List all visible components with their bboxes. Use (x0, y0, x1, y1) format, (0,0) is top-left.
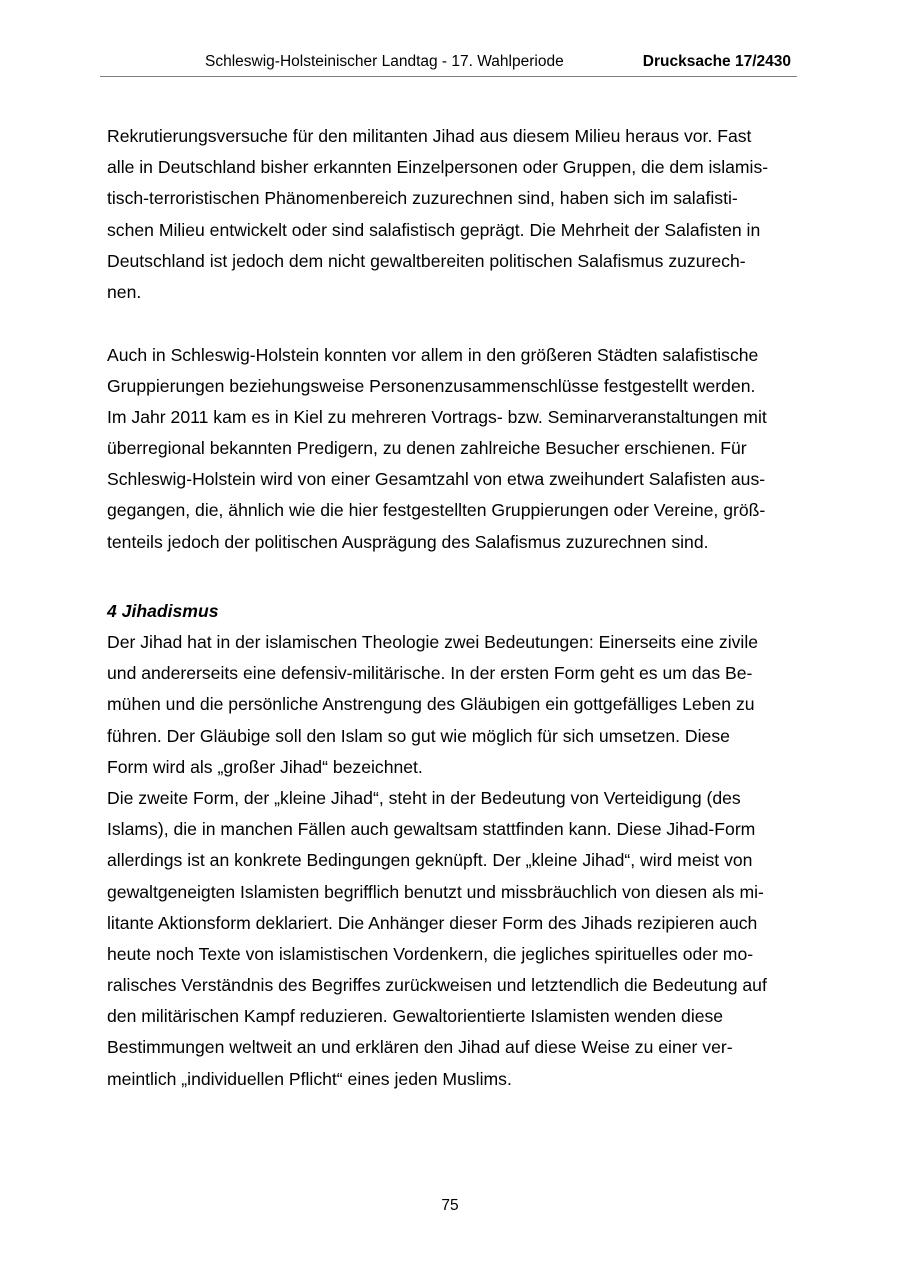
text-line: Form wird als „großer Jihad“ bezeichnet. (107, 756, 423, 777)
text-line: führen. Der Gläubige soll den Islam so gut wie möglich für sich umsetzen. Diese (107, 725, 730, 746)
text-line: Islams), die in manchen Fällen auch gewaltsam stattfinden kann. Diese Jihad-Form (107, 819, 756, 840)
text-line: Auch in Schleswig-Holstein konnten vor allem in den größeren Städten salafistische (107, 344, 759, 365)
text-line: gegangen, die, ähnlich wie die hier festgestellten Gruppierungen oder Vereine, größ- (107, 500, 766, 521)
text-line: Rekrutierungsversuche für den militanten Jihad aus diesem Milieu heraus vor. Fast (107, 126, 752, 146)
document-number: Drucksache 17/2430 (642, 53, 791, 70)
text-line: Die zweite Form, der „kleine Jihad“, steht in der Bedeutung von Verteidigung (des (107, 787, 741, 808)
text-line: und andererseits eine defensiv-militärische. In der ersten Form geht es um das Be- (107, 663, 753, 684)
header-title: Schleswig-Holsteinischer Landtag - 17. Wahlperiode (205, 53, 564, 70)
text-line: meintlich „individuellen Pflicht“ eines jeden Muslims. (107, 1068, 512, 1089)
paragraph-2 (107, 340, 797, 558)
text-line: ralisches Verständnis des Begriffes zurückweisen und letztendlich die Bedeutung auf (107, 975, 767, 996)
paragraph-spacer (107, 308, 797, 339)
page-header (100, 52, 797, 77)
text-line: Deutschland ist jedoch dem nicht gewaltbereiten politischen Salafismus zuzurech- (107, 250, 746, 271)
text-line: tisch-terroristischen Phänomenbereich zuzurechnen sind, haben sich im salafisti- (107, 188, 738, 209)
text-line: Gruppierungen beziehungsweise Personenzusammenschlüsse festgestellt werden. (107, 375, 756, 396)
text-line: Im Jahr 2011 kam es in Kiel zu mehreren Vortrags- bzw. Seminarveranstaltungen mit (107, 406, 767, 427)
document-body (107, 121, 797, 1095)
paragraph-3 (107, 627, 797, 783)
text-line: allerdings ist an konkrete Bedingungen geknüpft. Der „kleine Jihad“, wird meist von (107, 850, 753, 871)
paragraph-4 (107, 783, 797, 1095)
text-line: den militärischen Kampf reduzieren. Gewaltorientierte Islamisten wenden diese (107, 1006, 724, 1027)
text-line: nen. (107, 281, 142, 302)
page-number: 75 (441, 1197, 459, 1214)
text-line: tenteils jedoch der politischen Ausprägung des Salafismus zuzurechnen sind. (107, 531, 709, 552)
text-line: gewaltgeneigten Islamisten begrifflich benutzt und missbräuchlich von diesen als mi- (107, 881, 764, 902)
text-line: mühen und die persönliche Anstrengung des Gläubigen ein gottgefälliges Leben zu (107, 694, 755, 715)
text-line: Der Jihad hat in der islamischen Theologie zwei Bedeutungen: Einerseits eine zivile (107, 632, 759, 653)
text-line: litante Aktionsform deklariert. Die Anhänger dieser Form des Jihads rezipieren auch (107, 912, 758, 933)
text-line: überregional bekannten Predigern, zu denen zahlreiche Besucher erschienen. Für (107, 438, 747, 459)
text-line: schen Milieu entwickelt oder sind salafistisch geprägt. Die Mehrheit der Salafisten in (107, 219, 761, 240)
paragraph-1 (107, 121, 797, 308)
text-line: Schleswig-Holstein wird von einer Gesamtzahl von etwa zweihundert Salafisten aus- (107, 469, 766, 490)
section-spacer (107, 558, 797, 596)
text-line: heute noch Texte von islamistischen Vordenkern, die jegliches spirituelles oder mo- (107, 943, 754, 964)
text-line: Bestimmungen weltweit an und erklären den Jihad auf diese Weise zu einer ver- (107, 1037, 733, 1058)
section-heading: 4 Jihadismus (107, 600, 219, 621)
text-line: alle in Deutschland bisher erkannten Einzelpersonen oder Gruppen, die dem islamis- (107, 157, 769, 178)
